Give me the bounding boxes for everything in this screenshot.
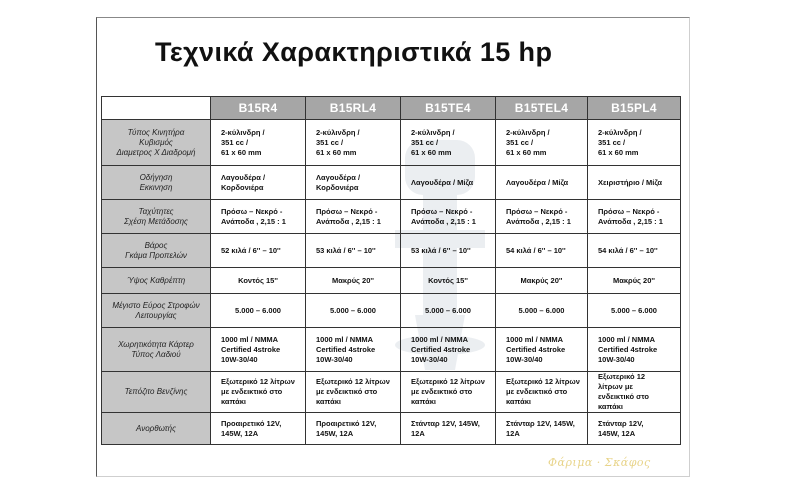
table-cell: Πρόσω – Νεκρό - Ανάποδα , 2,15 : 1 [588, 200, 681, 234]
table-cell: 1000 ml / NMMA Certified 4stroke 10W-30/40 [588, 328, 681, 372]
table-cell: 1000 ml / NMMA Certified 4stroke 10W-30/40 [401, 328, 496, 372]
table-cell: Εξωτερικό 12 λίτρων με ενδεικτικό στο καπάκι [306, 372, 401, 413]
table-cell: 5.000 – 6.000 [588, 294, 681, 328]
row-label: Τύπος Κινητήρα Κυβισμός Διαμετρος Χ Διαδρομή [102, 120, 211, 166]
table-cell: Μακρύς 20'' [306, 268, 401, 294]
table-row [102, 328, 681, 372]
table-cell: 5.000 – 6.000 [401, 294, 496, 328]
table-row [102, 234, 681, 268]
table-row [102, 268, 681, 294]
table-cell: 52 κιλά / 6'' – 10'' [211, 234, 306, 268]
model-header: B15TE4 [401, 97, 496, 120]
table-cell: Στάνταρ 12V, 145W, 12A [401, 413, 496, 445]
model-header: B15R4 [211, 97, 306, 120]
table-cell: Κοντός 15'' [211, 268, 306, 294]
table-cell: 53 κιλά / 6'' – 10'' [306, 234, 401, 268]
table-cell: 2-κύλινδρη / 351 cc / 61 x 60 mm [401, 120, 496, 166]
table-cell: 2-κύλινδρη / 351 cc / 61 x 60 mm [306, 120, 401, 166]
spec-table [101, 96, 681, 445]
table-cell: 5.000 – 6.000 [211, 294, 306, 328]
table-cell: Προαιρετικό 12V, 145W, 12A [211, 413, 306, 445]
table-cell: Λαγουδέρα / Μίζα [401, 166, 496, 200]
row-label: Οδήγηση Εκκινηση [102, 166, 211, 200]
table-cell: Λαγουδέρα / Κορδονιέρα [306, 166, 401, 200]
row-label: Βάρος Γκάμα Προπελών [102, 234, 211, 268]
table-row [102, 413, 681, 445]
table-cell: 2-κύλινδρη / 351 cc / 61 x 60 mm [496, 120, 588, 166]
row-label: Ανορθωτής [102, 413, 211, 445]
table-cell: 2-κύλινδρη / 351 cc / 61 x 60 mm [211, 120, 306, 166]
table-row [102, 372, 681, 413]
table-cell: Χειριστήριο / Μίζα [588, 166, 681, 200]
row-label: Μέγιστο Εύρος Στροφών Λειτουργίας [102, 294, 211, 328]
header-corner-cell [102, 97, 211, 120]
page-title: Τεχνικά Χαρακτηριστικά 15 hp [155, 37, 553, 67]
table-row [102, 294, 681, 328]
table-row [102, 120, 681, 166]
table-cell: 1000 ml / NMMA Certified 4stroke 10W-30/40 [211, 328, 306, 372]
table-cell: 5.000 – 6.000 [306, 294, 401, 328]
table-cell: Μακρύς 20'' [588, 268, 681, 294]
row-label: Ύψος Καθρέπτη [102, 268, 211, 294]
table-row [102, 166, 681, 200]
row-label: Ταχύτητες Σχέση Μετάδοσης [102, 200, 211, 234]
model-header: B15TEL4 [496, 97, 588, 120]
header-row [102, 97, 681, 120]
table-cell: Προαιρετικό 12V, 145W, 12A [306, 413, 401, 445]
row-label: Τεπόζιτο Βενζίνης [102, 372, 211, 413]
table-cell: Εξωτερικό 12 λίτρων με ενδεικτικό στο καπάκι [588, 372, 681, 413]
table-cell: Πρόσω – Νεκρό - Ανάποδα , 2,15 : 1 [496, 200, 588, 234]
table-cell: Πρόσω – Νεκρό - Ανάποδα , 2,15 : 1 [306, 200, 401, 234]
table-cell: Λαγουδέρα / Κορδονιέρα [211, 166, 306, 200]
table-cell: Μακρύς 20'' [496, 268, 588, 294]
table-cell: Πρόσω – Νεκρό - Ανάποδα , 2,15 : 1 [401, 200, 496, 234]
table-cell: Στάνταρ 12V, 145W, 12A [496, 413, 588, 445]
table-cell: 1000 ml / NMMA Certified 4stroke 10W-30/40 [306, 328, 401, 372]
table-cell: Στάνταρ 12V, 145W, 12A [588, 413, 681, 445]
footer-watermark-text: Φάριμα · Σκάφος [548, 456, 651, 469]
table-cell: Λαγουδέρα / Μίζα [496, 166, 588, 200]
row-label: Χωρητικότητα Κάρτερ Τύπος Λαδιού [102, 328, 211, 372]
table-cell: Εξωτερικό 12 λίτρων με ενδεικτικό στο καπάκι [401, 372, 496, 413]
table-cell: Πρόσω – Νεκρό - Ανάποδα , 2,15 : 1 [211, 200, 306, 234]
table-cell: 54 κιλά / 6'' – 10'' [588, 234, 681, 268]
table-cell: Κοντός 15'' [401, 268, 496, 294]
table-cell: 2-κύλινδρη / 351 cc / 61 x 60 mm [588, 120, 681, 166]
table-cell: Εξωτερικό 12 λίτρων με ενδεικτικό στο καπάκι [211, 372, 306, 413]
table-cell: 1000 ml / NMMA Certified 4stroke 10W-30/40 [496, 328, 588, 372]
table-cell: Εξωτερικό 12 λίτρων με ενδεικτικό στο καπάκι [496, 372, 588, 413]
model-header: B15PL4 [588, 97, 681, 120]
table-row [102, 200, 681, 234]
table-cell: 53 κιλά / 6'' – 10'' [401, 234, 496, 268]
model-header: B15RL4 [306, 97, 401, 120]
table-cell: 54 κιλά / 6'' – 10'' [496, 234, 588, 268]
table-cell: 5.000 – 6.000 [496, 294, 588, 328]
